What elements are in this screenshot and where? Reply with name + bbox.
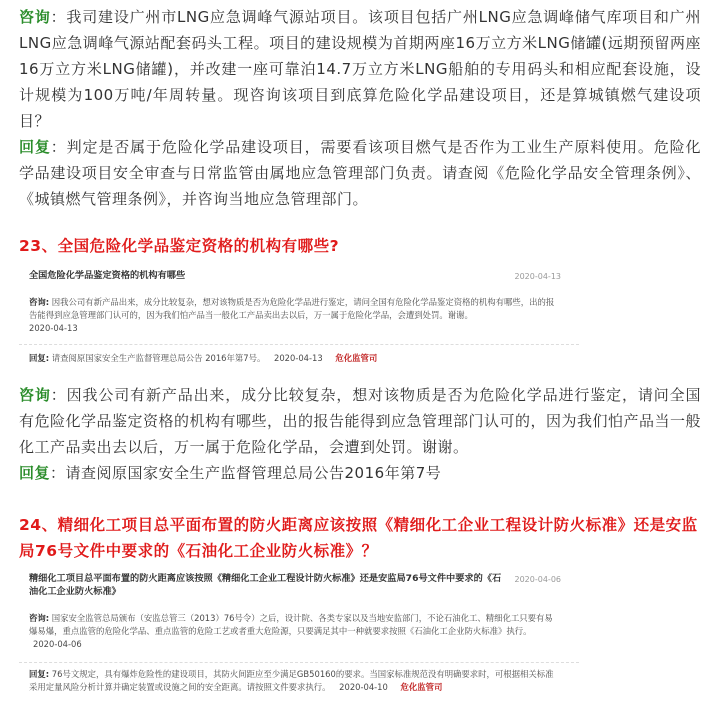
reply-label: 回复 bbox=[19, 464, 51, 482]
reply-label: 回复 bbox=[19, 138, 51, 156]
q23-heading: 23、全国危险化学品鉴定资格的机构有哪些? bbox=[19, 237, 340, 255]
q23-consult-paragraph bbox=[19, 382, 701, 460]
q22-reply-paragraph bbox=[19, 134, 701, 212]
q23-card-divider bbox=[19, 344, 579, 345]
q23-card-source: 危化监管司 bbox=[335, 353, 378, 363]
q24-card-divider bbox=[19, 662, 579, 663]
q24-heading: 24、精细化工项目总平面布置的防火距离应该按照《精细化工企业工程设计防火标准》还是安监局76号文件中要求的《石油化工企业防火标准》？ bbox=[19, 516, 698, 560]
consult-label: 咨询 bbox=[19, 386, 51, 404]
q22-reply-text: ：判定是否属于危险化学品建设项目，需要看该项目燃气是否作为工业生产原料使用。危险化学品建设项目安全审查与日常监管由属地应急管理部门负责。请查阅《危险化学品安全管理条例》、《城镇燃气管理条例》，并咨询当地应急管理部门。 bbox=[19, 138, 701, 208]
q22-consult-paragraph bbox=[19, 4, 701, 134]
q23-card-consult: 咨询: 因我公司有新产品出来，成分比较复杂，想对该物质是否为危险化学品进行鉴定，请问全国有危险化学品鉴定资格的机构有哪些，出的报告能得到应急管理部门认可的，因为我们怕产品当一般化工产品卖出去以后，万一属于危险化学品，会遭到处罚。谢谢。 2020-04-13 bbox=[29, 297, 555, 333]
q23-consult-text: ：因我公司有新产品出来，成分比较复杂，想对该物质是否为危险化学品进行鉴定，请问全国有危险化学品鉴定资格的机构有哪些，出的报告能得到应急管理部门认可的，因为我们怕产品当一般化工产品卖出去以后，万一属于危险化学品，会遭到处罚。谢谢。 bbox=[19, 386, 702, 456]
consult-label: 咨询 bbox=[19, 8, 51, 26]
q23-card-reply: 回复: 请查阅原国家安全生产监督管理总局公告 2016年第7号。 2020-04-13 危化监管司 bbox=[29, 353, 378, 363]
q23-reply-paragraph bbox=[19, 460, 701, 486]
q24-card-source: 危化监管司 bbox=[400, 682, 443, 692]
q24-card-reply: 回复: 76号文规定，具有爆炸危险性的建设项目，其防火间距应至少满足GB50160的要求。当国家标准规范没有明确要求时，可根据相关标准采用定量风险分析计算并确定装置或设施之间的安全距离。请按照文件要求执行。 2020-04-10 危化监管司 bbox=[29, 669, 554, 692]
q24-card-consult: 咨询: 国家安全监管总局颁布（安监总管三（2013）76号令）之后，设计院、各类专家以及当地安监部门，不论石油化工、精细化工只要有易爆易爆，重点监管的危险化学品、重点监管的危险工艺或者重大危险源，只要满足其中一种就要求按照《石油化工企业防火标准》执行。 2020-04-06 bbox=[29, 613, 553, 649]
q23-card-title: 全国危险化学品鉴定资格的机构有哪些 bbox=[29, 270, 186, 281]
q23-reply-text: ：请查阅原国家安全生产监督管理总局公告2016年第7号 bbox=[50, 464, 442, 482]
q23-card-date: 2020-04-13 bbox=[514, 272, 561, 281]
q24-screenshot-card bbox=[19, 570, 579, 705]
q24-card-date: 2020-04-06 bbox=[514, 575, 561, 584]
q24-card-title: 精细化工项目总平面布置的防火距离应该按照《精细化工企业工程设计防火标准》还是安监局76号文件中要求的《石油化工企业防火标准》 bbox=[29, 573, 502, 597]
q23-screenshot-card bbox=[19, 264, 579, 374]
q22-consult-text: ：我司建设广州市LNG应急调峰气源站项目。该项目包括广州LNG应急调峰储气库项目和广州LNG应急调峰气源站配套码头工程。项目的建设规模为首期两座16万立方米LNG储罐(远期预留两座16万立方米LNG储罐)，并改建一座可靠泊14.7万立方米LNG船舶的专用码头和相应配套设施，设计规模为100万吨/年周转量。现咨询该项目到底算危险化学品建设项目，还是算城镇燃气建设项目？ bbox=[19, 8, 701, 130]
